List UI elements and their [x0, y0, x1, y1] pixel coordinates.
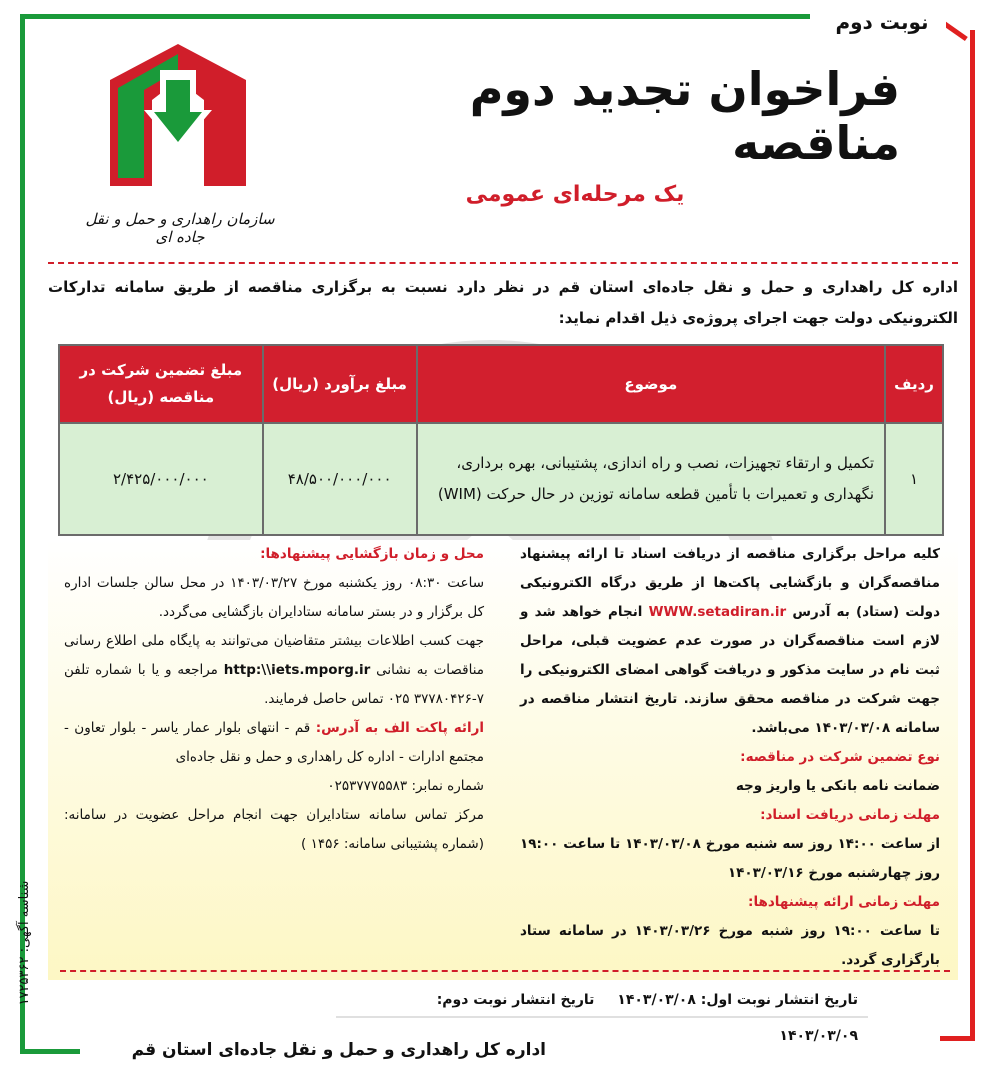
support-text: مرکز تماس سامانه ستادایران جهت انجام مراحل عضویت در سامانه: (شماره پشتیبانی سامانه: ۱۴۵۶ ) — [64, 807, 484, 852]
guarantee-heading: نوع تضمین شرکت در مناقصه: — [740, 749, 940, 765]
header-bond: مبلغ تضمین شرکت در مناقصه (ریال) — [59, 345, 263, 423]
round-badge: نوبت دوم — [818, 4, 946, 40]
header-estimate: مبلغ برآورد (ریال) — [263, 345, 417, 423]
info-text-b: مراجعه و یا با شماره تلفن ۷-۳۷۷۸۰۴۲۶ ۰۲۵ تماس حاصل فرمایند. — [64, 662, 484, 707]
docs-deadline-heading: مهلت زمانی دریافت اسناد: — [760, 807, 940, 823]
frame-line-right — [970, 30, 975, 1040]
first-publication-date: تاریخ انتشار نوبت اول: ۱۴۰۳/۰۳/۰۸ — [617, 992, 858, 1008]
cell-bond: ۲/۴۲۵/۰۰۰/۰۰۰ — [59, 423, 263, 535]
tender-table — [58, 344, 944, 536]
table-header-row — [59, 345, 943, 423]
info-text-a: جهت کسب اطلاعات بیشتر متقاضیان می‌توانند به پایگاه ملی اطلاع رسانی مناقصات به نشانی — [64, 633, 484, 678]
docs-deadline-text: از ساعت ۱۴:۰۰ روز سه شنبه مورخ ۱۴۰۳/۰۳/۰۸ تا ساعت ۱۹:۰۰ روز چهارشنبه مورخ ۱۴۰۳/۰۳/۱۶ — [520, 836, 940, 881]
header-row-number: ردیف — [885, 345, 943, 423]
iets-link[interactable]: http:\\iets.mporg.ir — [223, 662, 371, 678]
process-text-a: کلیه مراحل برگزاری مناقصه از دریافت اسناد تا ارائه پیشنهاد مناقصه‌گران و بازگشایی پاکت‌ها از طریق درگاه الکترونیکی دولت (ستاد) به آدرس — [520, 546, 940, 620]
cell-estimate: ۴۸/۵۰۰/۰۰۰/۰۰۰ — [263, 423, 417, 535]
submit-deadline-heading: مهلت زمانی ارائه پیشنهادها: — [748, 894, 940, 910]
organization-logo-icon — [104, 40, 252, 190]
table-row — [59, 423, 943, 535]
header-subject: موضوع — [417, 345, 886, 423]
second-publication-date: تاریخ انتشار نوبت دوم: ۱۴۰۳/۰۳/۰۹ — [436, 992, 858, 1044]
publication-dates — [336, 982, 868, 1044]
process-paragraph — [520, 540, 940, 743]
ad-identifier: شناسه آگهی: ۱۷۲۵۳۶۲ — [17, 880, 32, 1006]
info-paragraph — [64, 627, 484, 714]
cell-row-number: ۱ — [885, 423, 943, 535]
organization-signature: سازمان راهداری و حمل و نقل جاده ای — [85, 210, 275, 246]
left-column — [64, 540, 484, 960]
address-text: قم - انتهای بلوار عمار یاسر - بلوار تعاون - مجتمع ادارات - اداره کل راهداری و حمل و نقل جاده‌ای — [64, 720, 484, 765]
opening-heading: محل و زمان بازگشایی پیشنهادها: — [260, 546, 484, 562]
process-text-b: انجام خواهد شد و لازم است مناقصه‌گران در صورت عدم عضویت قبلی، مراحل ثبت نام در سایت مذکور و دریافت گواهی امضای الکترونیکی را جهت شرکت در مناقصه محقق سازند. تاریخ انتشار مناقصه در سامانه ۱۴۰۳/۰۳/۰۸ می‌باشد. — [520, 604, 940, 736]
opening-text: ساعت ۰۸:۳۰ روز یکشنبه مورخ ۱۴۰۳/۰۳/۲۷ در محل سالن جلسات اداره کل برگزار و در بستر سامانه ستادایران بازگشایی می‌گردد. — [64, 575, 484, 620]
page-subtitle: یک مرحله‌ای عمومی — [465, 182, 685, 207]
guarantee-text: ضمانت نامه بانکی یا واریز وجه — [735, 778, 940, 794]
fax-text: شماره نمابر: ۰۲۵۳۷۷۷۵۵۸۳ — [327, 778, 484, 794]
frame-line-bottom — [20, 1049, 80, 1054]
section-divider — [48, 262, 958, 264]
cell-subject: تکمیل و ارتقاء تجهیزات، نصب و راه اندازی، پشتیبانی، بهره برداری، نگهداری و تعمیرات با تأمین قطعه سامانه توزین در حال حرکت (WIM) — [417, 423, 886, 535]
address-paragraph — [64, 714, 484, 772]
submit-deadline-text: تا ساعت ۱۹:۰۰ روز شنبه مورخ ۱۴۰۳/۰۳/۲۶ در سامانه ستاد بارگزاری گردد. — [520, 923, 941, 968]
frame-line-top — [20, 14, 810, 19]
right-column — [520, 540, 941, 968]
footer-organization: اداره کل راهداری و حمل و نقل جاده‌ای استان قم — [131, 1040, 546, 1060]
intro-paragraph: اداره کل راهداری و حمل و نقل جاده‌ای استان قم در نظر دارد نسبت به برگزاری مناقصه از طریق سامانه تدارکات الکترونیکی دولت جهت اجرای پروژه‌ی ذیل اقدام نماید: — [48, 278, 958, 327]
page-title: فراخوان تجدید دوم مناقصه — [469, 62, 900, 170]
section-divider-bottom — [60, 970, 950, 972]
setadiran-link[interactable]: WWW.setadiran.ir — [648, 604, 787, 620]
address-heading: ارائه پاکت الف به آدرس: — [315, 720, 484, 736]
